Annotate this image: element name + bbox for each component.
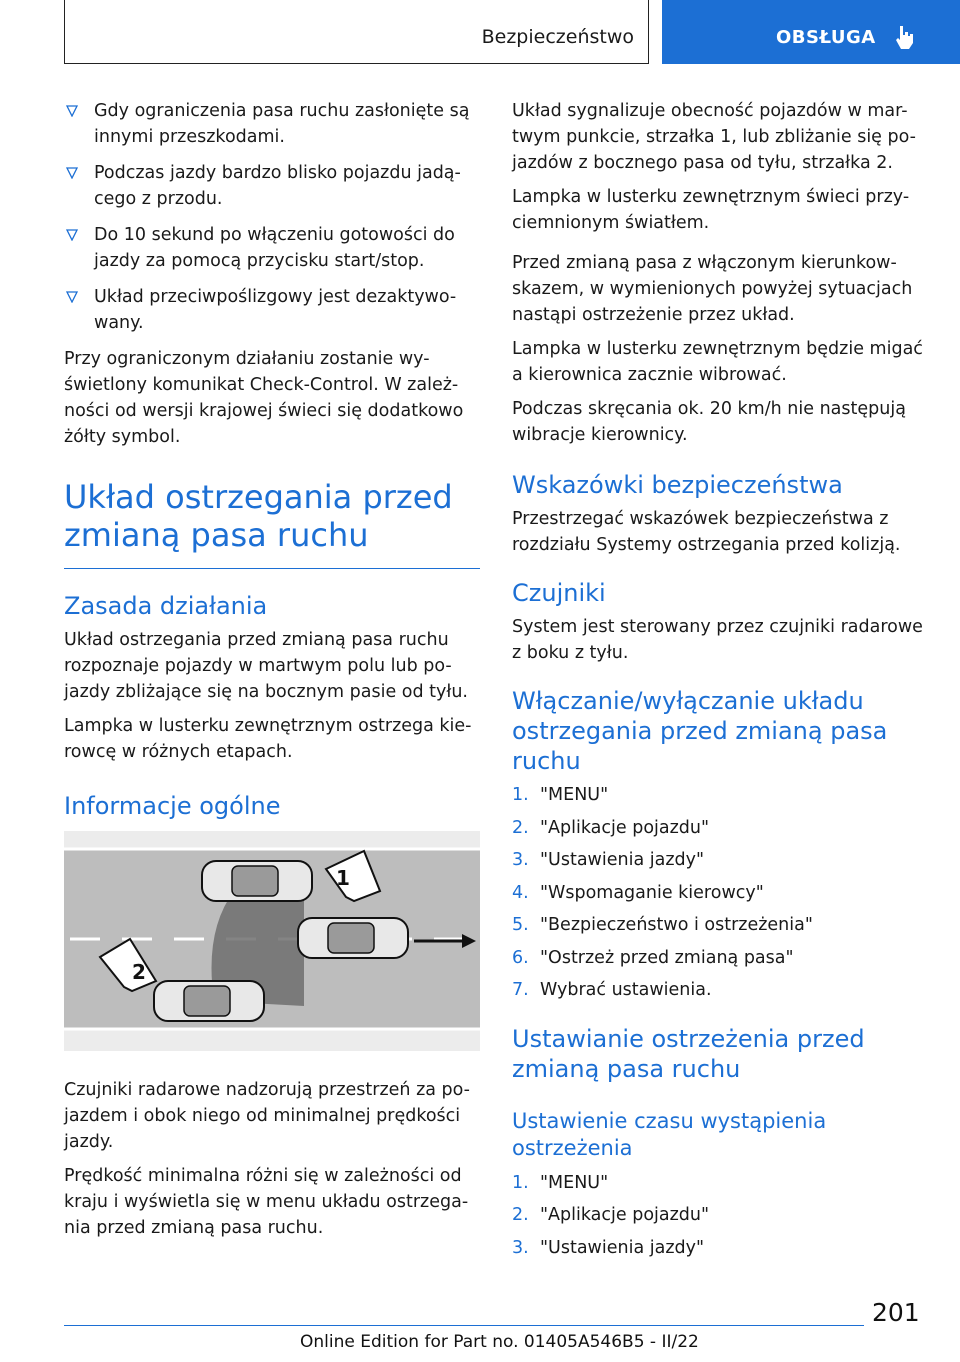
signal-paragraph: Układ sygnalizuje obecność pojazdów w mar-twym punkcie, strzałka 1, lub zbliżanie się po-jazdów z bocznego pasa od tyłu, strzałka 2. (512, 101, 916, 173)
heading-wlaczanie: Włączanie/wyłączanie układu ostrzegania przed zmianą pasa ruchu (512, 687, 888, 775)
triangle-bullet-icon (66, 291, 78, 303)
turning-paragraph: Podczas skręcania ok. 20 km/h nie następują wibracje kierownicy. (512, 399, 906, 445)
triangle-bullet-icon (66, 105, 78, 117)
czujniki-paragraph: System jest sterowany przez czujniki radarowe z boku z tyłu. (512, 617, 923, 663)
car-icon (154, 981, 264, 1021)
wskazowki-paragraph: Przestrzegać wskazówek bezpieczeństwa z rozdziału Systemy ostrzegania przed kolizją. (512, 509, 901, 555)
list-item: 1. "MENU" (512, 1172, 609, 1193)
list-item: Do 10 sekund po włączeniu gotowości do jazdy za pomocą przycisku start/stop. (64, 222, 480, 274)
footer-divider (64, 1325, 864, 1326)
steps-wlaczanie (512, 782, 930, 1010)
indicator-warning-paragraph: Przed zmianą pasa z włączonym kierunkow-skazem, w wymienionych powyżej sytuacjach nastąpi ostrzeżenie przez układ. (512, 253, 913, 325)
list-item: 2. "Aplikacje pojazdu" (512, 817, 710, 838)
zasada-paragraph-1: Układ ostrzegania przed zmianą pasa ruchu rozpoznaje pojazdy w martwym polu lub po-jazdy zbliżające się na bocznym pasie od tyłu. (64, 630, 468, 702)
header-chapter-label: OBSŁUGA (776, 27, 876, 48)
mirror-dim-paragraph: Lampka w lusterku zewnętrznym świeci przy-ciemnionym światłem. (512, 187, 910, 233)
page-number: 201 (872, 1298, 920, 1327)
heading-wskazowki: Wskazówki bezpieczeństwa (512, 471, 843, 499)
info-paragraph-1: Czujniki radarowe nadzorują przestrzeń za po-jazdem i obok niego od minimalnej prędkości jazdy. (64, 1080, 470, 1152)
list-item: 3. "Ustawienia jazdy" (512, 1237, 705, 1258)
list-item: 6. "Ostrzeż przed zmianą pasa" (512, 947, 794, 968)
left-column (64, 98, 480, 1249)
heading-divider (64, 568, 480, 569)
arrow-label-2: 2 (132, 960, 146, 984)
triangle-bullet-icon (66, 229, 78, 241)
heading-zasada: Zasada działania (64, 592, 268, 620)
header-section-box (64, 0, 649, 64)
header-chapter-tab[interactable] (662, 0, 960, 64)
car-icon (298, 918, 408, 958)
triangle-bullet-icon (66, 167, 78, 179)
list-item: 2. "Aplikacje pojazdu" (512, 1205, 710, 1225)
list-item: 1. "MENU" (512, 785, 609, 805)
list-item: Gdy ograniczenia pasa ruchu zasłonięte są innymi przeszkodami. (64, 98, 480, 150)
list-item: 4. "Wspomaganie kierowcy" (512, 882, 764, 903)
footer-edition: Online Edition for Part no. 01405A546B5 - II/22 (300, 1332, 699, 1352)
list-item: 3. "Ustawienia jazdy" (512, 850, 705, 870)
list-item: 7. Wybrać ustawienia. (512, 980, 712, 1000)
arrow-label-1: 1 (336, 866, 350, 890)
steps-ustawienie (512, 1170, 930, 1268)
chapter-heading: Układ ostrzegania przed zmianą pasa ruchu (64, 478, 453, 554)
mirror-flash-paragraph: Lampka w lusterku zewnętrznym będzie migać a kierownica zacznie wibrować. (512, 339, 923, 385)
heading-ustawianie: Ustawianie ostrzeżenia przed zmianą pasa ruchu (512, 1024, 865, 1083)
list-item: 5. "Bezpieczeństwo i ostrzeżenia" (512, 915, 813, 935)
header-section-title: Bezpieczeństwo (481, 26, 634, 48)
check-control-paragraph: Przy ograniczonym działaniu zostanie wy-świetlony komunikat Check-Control. W zależ-ności od wersji krajowej świeci się dodatkowo żółty symbol. (64, 349, 464, 447)
hand-pointer-icon (894, 24, 914, 54)
info-paragraph-2: Prędkość minimalna różni się w zależności od kraju i wyświetla się w menu układu ostrzega-nia przed zmianą pasa ruchu. (64, 1166, 469, 1238)
right-column (512, 98, 930, 1273)
lane-change-illustration (64, 831, 480, 1051)
list-item: Podczas jazdy bardzo blisko pojazdu jadą-cego z przodu. (64, 160, 480, 212)
car-icon (202, 861, 312, 901)
zasada-paragraph-2: Lampka w lusterku zewnętrznym ostrzega kie-rowcę w różnych etapach. (64, 716, 472, 762)
list-item: Układ przeciwpoślizgowy jest dezaktywo-wany. (64, 284, 480, 336)
heading-informacje: Informacje ogólne (64, 792, 281, 820)
heading-czujniki: Czujniki (512, 579, 606, 607)
heading-czas: Ustawienie czasu wystąpienia ostrzeżenia (512, 1108, 827, 1160)
